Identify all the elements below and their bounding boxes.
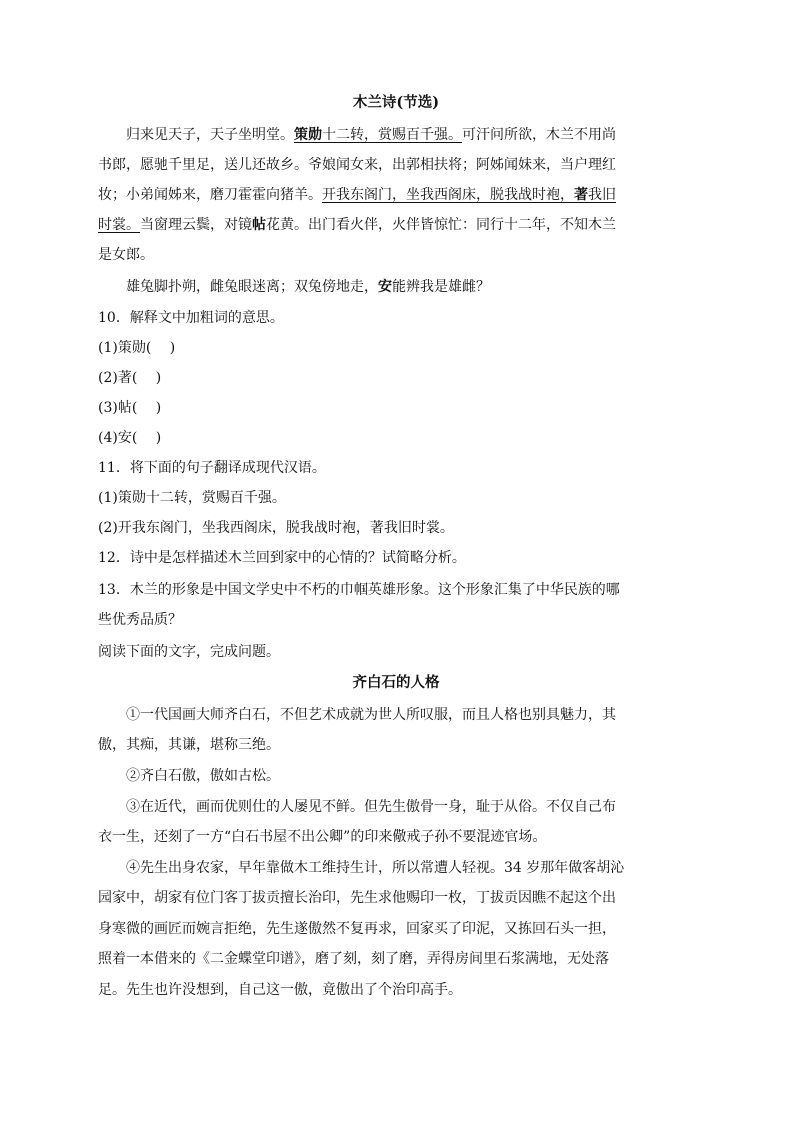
essay-line-2: 傲，其痴，其谦，堪称三绝。 [98, 737, 280, 753]
underlined-phrase-1: 十二转，赏赐百千强。 [322, 127, 462, 143]
poem-title: 木兰诗(节选) [352, 94, 440, 111]
poem-line-3 [98, 185, 616, 205]
poem-line-1-part-d: 可汗问所欲，木兰不用尚 [462, 127, 616, 143]
essay-title: 齐白石的人格 [352, 674, 440, 691]
poem-line-4 [98, 215, 616, 235]
question-12: 12．诗中是怎样描述木兰回到家中的心情的？试简略分析。 [98, 550, 466, 566]
bold-word-an: 安 [378, 279, 392, 295]
poem-line-2: 书郎，愿驰千里足，送儿还故乡。爷娘闻女来，出郭相扶将；阿姊闻妹来，当户理红 [98, 157, 616, 173]
essay-line-4: ③在近代，画而优则仕的人屡见不鲜。但先生傲骨一身，耻于从俗。不仅自己布 [126, 799, 616, 815]
essay-line-7: 园家中，胡家有位门客丁拔贡擅长治印，先生求他赐印一枚，丁拔贡因瞧不起这个出 [98, 890, 616, 906]
poem-line-1 [126, 125, 616, 145]
essay-line-8: 身寒微的画匠而婉言拒绝，先生遂傲然不复再求，回家买了印泥，又拣回石头一担， [98, 921, 616, 937]
poem-line-5: 是女郎。 [98, 247, 154, 263]
question-11-item-1: (1)策勋十二转，赏赐百千强。 [98, 490, 286, 506]
question-10-item-1: (1)策勋( ) [98, 340, 176, 356]
bold-word-zhu: 著 [574, 187, 588, 203]
question-10-item-2: (2)著( ) [98, 370, 162, 386]
poem-line-6-part-c: 能辨我是雄雌？ [392, 279, 490, 295]
question-11: 11．将下面的句子翻译成现代汉语。 [98, 460, 326, 476]
reading-instruction: 阅读下面的文字，完成问题。 [98, 644, 280, 660]
essay-line-1: ①一代国画大师齐白石，不但艺术成就为世人所叹服，而且人格也别具魅力，其 [126, 707, 616, 723]
question-10-item-4: (4)安( ) [98, 430, 162, 446]
bold-word-tie: 帖 [252, 217, 266, 233]
question-10-item-3: (3)帖( ) [98, 400, 162, 416]
underlined-phrase-2: 开我东阁门，坐我西阁床，脱我战时袍， [322, 187, 574, 203]
essay-line-3: ②齐白石傲，傲如古松。 [126, 768, 280, 784]
underlined-phrase-2-end: 我旧 [588, 187, 616, 203]
poem-line-6-part-a: 雄兔脚扑朔，雌兔眼迷离；双兔傍地走， [126, 279, 378, 295]
poem-line-4-part-b: 当窗理云鬓，对镜 [140, 217, 252, 233]
poem-line-1-part-a: 归来见天子，天子坐明堂。 [126, 127, 294, 143]
essay-line-6: ④先生出身农家，早年靠做木工维持生计，所以常遭人轻视。34 岁那年做客胡沁 [126, 860, 625, 876]
poem-line-3-part-a: 妆；小弟闻姊来，磨刀霍霍向猪羊。 [98, 187, 322, 203]
essay-line-10: 足。先生也许没想到，自己这一傲，竟傲出了个治印高手。 [98, 982, 462, 998]
question-10: 10．解释文中加粗词的意思。 [98, 310, 284, 326]
question-13-cont: 些优秀品质？ [98, 612, 182, 628]
question-13: 13．木兰的形象是中国文学史中不朽的巾帼英雄形象。这个形象汇集了中华民族的哪 [98, 582, 620, 598]
poem-line-4-part-d: 花黄。出门看火伴，火伴皆惊忙：同行十二年，不知木兰 [266, 217, 616, 233]
essay-line-9: 照着一本借来的《二金蝶堂印谱》，磨了刻，刻了磨，弄得房间里石浆满地，无处落 [98, 951, 609, 967]
bold-word-cexun: 策勋 [294, 127, 322, 143]
underlined-phrase-2-tail: 时裳。 [98, 217, 140, 233]
essay-line-5: 衣一生，还刻了一方“白石书屋不出公卿”的印来儆戒子孙不要混迹官场。 [98, 829, 547, 845]
question-11-item-2: (2)开我东阁门，坐我西阁床，脱我战时袍，著我旧时裳。 [98, 520, 454, 536]
poem-line-6 [126, 277, 490, 297]
